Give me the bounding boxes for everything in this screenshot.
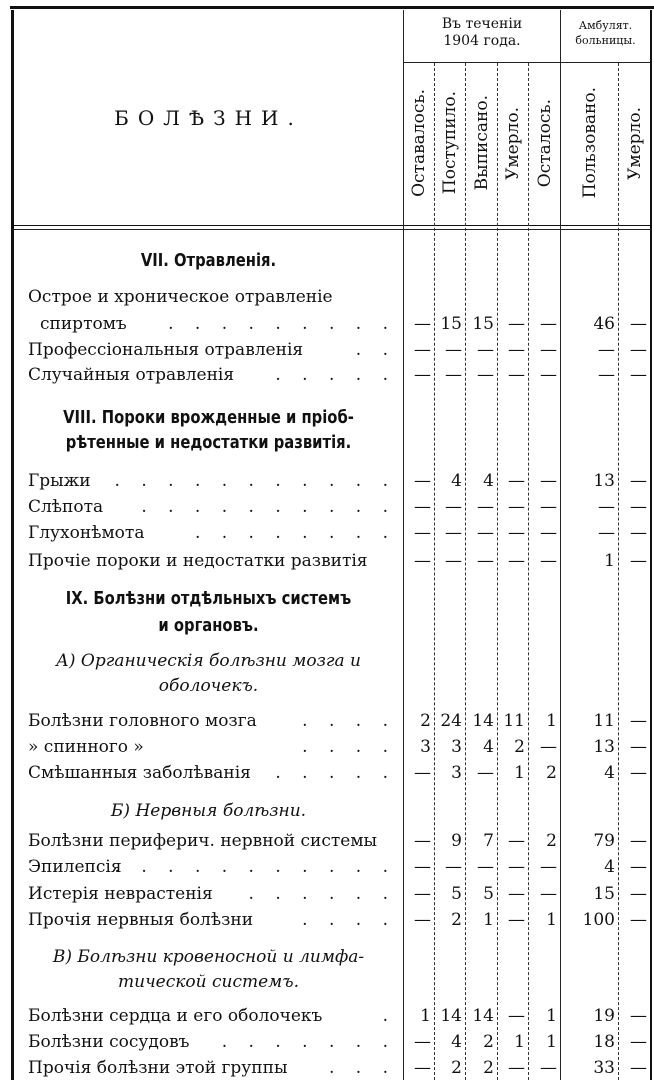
cell-discharged: —	[477, 340, 494, 360]
cell-discharged: 2	[483, 1032, 494, 1052]
table-row	[0, 362, 654, 388]
row-label: Болѣзни периферич. нервной системы	[28, 831, 378, 851]
cell-remained-end: —	[540, 551, 557, 571]
cell-remained-start: —	[414, 857, 431, 877]
header-bottom-border-2	[12, 229, 652, 230]
table-row	[0, 1055, 654, 1081]
cell-admitted: 2	[451, 1058, 462, 1078]
cell-died: 1	[514, 1032, 525, 1052]
cell-admitted: —	[445, 340, 462, 360]
row-label: Болѣзни головного мозга	[28, 711, 257, 731]
table-row	[0, 1029, 654, 1055]
cell-treated: 4	[604, 763, 615, 783]
subsection-title-a	[14, 649, 403, 699]
cell-admitted: —	[445, 497, 462, 517]
cell-discharged: 14	[472, 711, 494, 731]
table-row	[0, 1003, 654, 1029]
row-label: Болѣзни сердца и его оболочекъ	[28, 1006, 323, 1026]
cell-remained-end: —	[540, 340, 557, 360]
cell-died: —	[508, 1058, 525, 1078]
cell-ambulatory-died: —	[630, 365, 647, 385]
cell-died: 1	[514, 763, 525, 783]
table-row	[0, 760, 654, 786]
cell-remained-start: —	[414, 523, 431, 543]
cell-discharged: 14	[472, 1006, 494, 1026]
leader-dots: . . . . . . . . .	[168, 314, 396, 334]
row-label: Истерія неврастенія	[28, 884, 213, 904]
cell-remained-end: —	[540, 737, 557, 757]
cell-remained-start: —	[414, 551, 431, 571]
cell-treated: 1	[604, 551, 615, 571]
cell-remained-end: —	[540, 857, 557, 877]
group-title-ambulatory	[561, 18, 650, 48]
cell-ambulatory-died: —	[630, 763, 647, 783]
cell-remained-end: 2	[546, 831, 557, 851]
subsection-title-line: оболочекъ.	[158, 676, 259, 696]
cell-remained-start: —	[414, 763, 431, 783]
cell-discharged: 4	[483, 471, 494, 491]
cell-died: —	[508, 551, 525, 571]
leader-dots: . . . . . . . . . .	[141, 497, 396, 517]
cell-discharged: —	[477, 365, 494, 385]
cell-remained-start: —	[414, 471, 431, 491]
cell-admitted: 9	[451, 831, 462, 851]
cell-admitted: 15	[440, 314, 462, 334]
cell-discharged: 1	[483, 910, 494, 930]
cell-died: —	[508, 831, 525, 851]
col-header-treated: Пользовано.	[579, 87, 600, 199]
row-label: Глухонѣмота	[28, 523, 145, 543]
cell-remained-start: 1	[420, 1006, 431, 1026]
cell-ambulatory-died: —	[630, 551, 647, 571]
table-row	[0, 881, 654, 907]
row-label: Прочія нервныя болѣзни	[28, 910, 254, 930]
cell-ambulatory-died: —	[630, 1032, 647, 1052]
table-row	[0, 708, 654, 734]
cell-discharged: 2	[483, 1058, 494, 1078]
table-row	[0, 907, 654, 933]
cell-ambulatory-died: —	[630, 1058, 647, 1078]
subsection-title-line: В) Болѣзни кровеносной и лимфа-	[52, 947, 365, 967]
row-label: спиртомъ	[40, 314, 127, 334]
section-title-line: VIII. Пороки врожденные и пріоб-	[63, 407, 354, 428]
cell-remained-start: —	[414, 365, 431, 385]
section-title-line: и органовъ.	[158, 615, 259, 636]
row-label: Прочіе пороки и недостатки развитія	[28, 551, 368, 571]
cell-admitted: 5	[451, 884, 462, 904]
cell-admitted: 2	[451, 910, 462, 930]
cell-treated: 15	[593, 884, 615, 904]
col-header-admitted: Поступило.	[440, 91, 460, 195]
cell-ambulatory-died: —	[630, 497, 647, 517]
row-label: Болѣзни сосудовъ	[28, 1032, 190, 1052]
cell-discharged: —	[477, 763, 494, 783]
cell-remained-start: —	[414, 1058, 431, 1078]
cell-ambulatory-died: —	[630, 471, 647, 491]
section-title-vii: VII. Отравленія.	[140, 250, 277, 271]
col-header-died: Умерло.	[503, 106, 523, 180]
cell-remained-end: 1	[546, 1032, 557, 1052]
cell-died: —	[508, 497, 525, 517]
cell-remained-start: —	[414, 831, 431, 851]
cell-remained-start: —	[414, 910, 431, 930]
leader-dots: .	[382, 1006, 396, 1026]
cell-treated: 13	[593, 471, 615, 491]
section-title-line: IX. Болѣзни отдѣльныхъ системъ	[65, 588, 352, 609]
cell-remained-end: —	[540, 365, 557, 385]
cell-treated: —	[598, 365, 615, 385]
cell-admitted: 3	[451, 737, 462, 757]
group-title-line: Амбулят.	[578, 19, 633, 32]
cell-remained-start: —	[414, 497, 431, 517]
subsection-title-b: Б) Нервныя болѣзни.	[110, 801, 307, 821]
cell-remained-start: 3	[420, 737, 431, 757]
row-label: » спинного »	[28, 737, 144, 757]
table-row	[0, 548, 654, 574]
cell-died: —	[508, 523, 525, 543]
cell-remained-end: 1	[546, 910, 557, 930]
leader-dots: . . . . .	[275, 763, 396, 783]
table-top-border	[10, 6, 654, 9]
cell-remained-end: —	[540, 471, 557, 491]
cell-remained-end: —	[540, 497, 557, 517]
cell-treated: 100	[582, 910, 615, 930]
row-label: Смѣшанныя заболѣванія	[28, 763, 251, 783]
cell-treated: 13	[593, 737, 615, 757]
leader-dots: . . . . . .	[248, 884, 396, 904]
row-label: Слѣпота	[28, 497, 104, 517]
cell-ambulatory-died: —	[630, 831, 647, 851]
cell-remained-end: —	[540, 314, 557, 334]
subsection-title-v	[14, 945, 403, 995]
col-header-remained-start: Оставалось.	[409, 89, 429, 197]
table-row	[0, 337, 654, 363]
cell-treated: 18	[593, 1032, 615, 1052]
col-header-discharged: Выписано.	[471, 95, 492, 191]
section-title-line: рѣтенные и недостатки развитія.	[65, 432, 352, 453]
cell-remained-end: —	[540, 523, 557, 543]
cell-discharged: 7	[483, 831, 494, 851]
row-label: Острое и хроническое отравленіе	[28, 287, 333, 307]
cell-died: —	[508, 910, 525, 930]
section-title-viii	[49, 405, 368, 455]
table-row	[0, 734, 654, 760]
cell-died: —	[508, 314, 525, 334]
cell-remained-end: 1	[546, 711, 557, 731]
cell-discharged: —	[477, 857, 494, 877]
cell-remained-end: 1	[546, 1006, 557, 1026]
cell-treated: 19	[593, 1006, 615, 1026]
cell-admitted: —	[445, 365, 462, 385]
cell-admitted: 4	[451, 471, 462, 491]
cell-remained-start: —	[414, 884, 431, 904]
cell-discharged: 5	[483, 884, 494, 904]
cell-remained-start: 2	[420, 711, 431, 731]
leader-dots: . . . .	[302, 910, 396, 930]
cell-remained-start: —	[414, 340, 431, 360]
cell-treated: 79	[593, 831, 615, 851]
cell-admitted: 24	[440, 711, 462, 731]
row-label: Профессіональныя отравленія	[28, 340, 304, 360]
col-header-remained-end: Осталось.	[534, 98, 555, 188]
cell-died: 2	[514, 737, 525, 757]
row-label: Случайныя отравленія	[28, 365, 235, 385]
cell-ambulatory-died: —	[630, 711, 647, 731]
group-header-divider	[403, 62, 650, 63]
group-title-line: больницы.	[575, 34, 636, 47]
cell-treated: —	[598, 523, 615, 543]
cell-remained-start: —	[414, 314, 431, 334]
cell-ambulatory-died: —	[630, 1006, 647, 1026]
leader-dots: . .	[355, 340, 396, 360]
cell-treated: —	[598, 340, 615, 360]
cell-died: —	[508, 340, 525, 360]
cell-discharged: 15	[472, 314, 494, 334]
table-row	[0, 468, 654, 494]
cell-treated: 46	[593, 314, 615, 334]
leader-dots: . . . .	[302, 711, 396, 731]
cell-discharged: —	[477, 497, 494, 517]
cell-died: —	[508, 884, 525, 904]
cell-discharged: —	[477, 523, 494, 543]
cell-remained-start: —	[414, 1032, 431, 1052]
cell-died: 11	[503, 711, 525, 731]
cell-died: —	[508, 365, 525, 385]
cell-ambulatory-died: —	[630, 523, 647, 543]
cell-remained-end: 2	[546, 763, 557, 783]
table-row	[0, 828, 654, 854]
table-row	[0, 854, 654, 880]
cell-treated: 11	[593, 711, 615, 731]
group-title-year	[404, 16, 560, 50]
header-bottom-border	[12, 225, 652, 226]
cell-remained-end: —	[540, 884, 557, 904]
cell-ambulatory-died: —	[630, 884, 647, 904]
row-label: Эпилепсія	[28, 857, 122, 877]
cell-discharged: 4	[483, 737, 494, 757]
col-header-ambulatory-died: Умерло.	[624, 106, 645, 180]
row-label: Грыжи	[28, 471, 91, 491]
section-title-ix	[49, 585, 368, 639]
main-column-title: БОЛѢЗНИ.	[114, 105, 303, 130]
leader-dots: . . . . . . . . . . .	[114, 471, 396, 491]
subsection-title-line: А) Органическія болѣзни мозга и	[56, 651, 361, 671]
cell-ambulatory-died: —	[630, 314, 647, 334]
cell-ambulatory-died: —	[630, 340, 647, 360]
cell-died: —	[508, 471, 525, 491]
leader-dots: . . . . . . . .	[194, 523, 396, 543]
cell-treated: 33	[593, 1058, 615, 1078]
cell-ambulatory-died: —	[630, 857, 647, 877]
cell-discharged: —	[477, 551, 494, 571]
leader-dots: . . . .	[302, 737, 396, 757]
subsection-title-line: тической системъ.	[118, 972, 299, 992]
cell-admitted: 14	[440, 1006, 462, 1026]
cell-ambulatory-died: —	[630, 737, 647, 757]
group-title-line: 1904 года.	[443, 33, 521, 49]
leader-dots: . . . . . . .	[221, 1032, 396, 1052]
leader-dots: . . . . . . . . . . .	[114, 857, 396, 877]
cell-remained-end: —	[540, 1058, 557, 1078]
cell-admitted: 3	[451, 763, 462, 783]
row-label: Прочія болѣзни этой группы	[28, 1058, 288, 1078]
table-row	[0, 520, 654, 546]
cell-ambulatory-died: —	[630, 910, 647, 930]
leader-dots: . . .	[328, 1058, 396, 1078]
cell-died: —	[508, 1006, 525, 1026]
cell-treated: 4	[604, 857, 615, 877]
table-row	[0, 494, 654, 520]
cell-treated: —	[598, 497, 615, 517]
table-row	[0, 311, 654, 337]
row-label-continued	[14, 284, 650, 310]
cell-admitted: —	[445, 523, 462, 543]
cell-admitted: —	[445, 857, 462, 877]
cell-admitted: 4	[451, 1032, 462, 1052]
group-title-line: Въ теченіи	[441, 16, 523, 32]
cell-admitted: —	[445, 551, 462, 571]
cell-died: —	[508, 857, 525, 877]
leader-dots: . . . . .	[275, 365, 396, 385]
